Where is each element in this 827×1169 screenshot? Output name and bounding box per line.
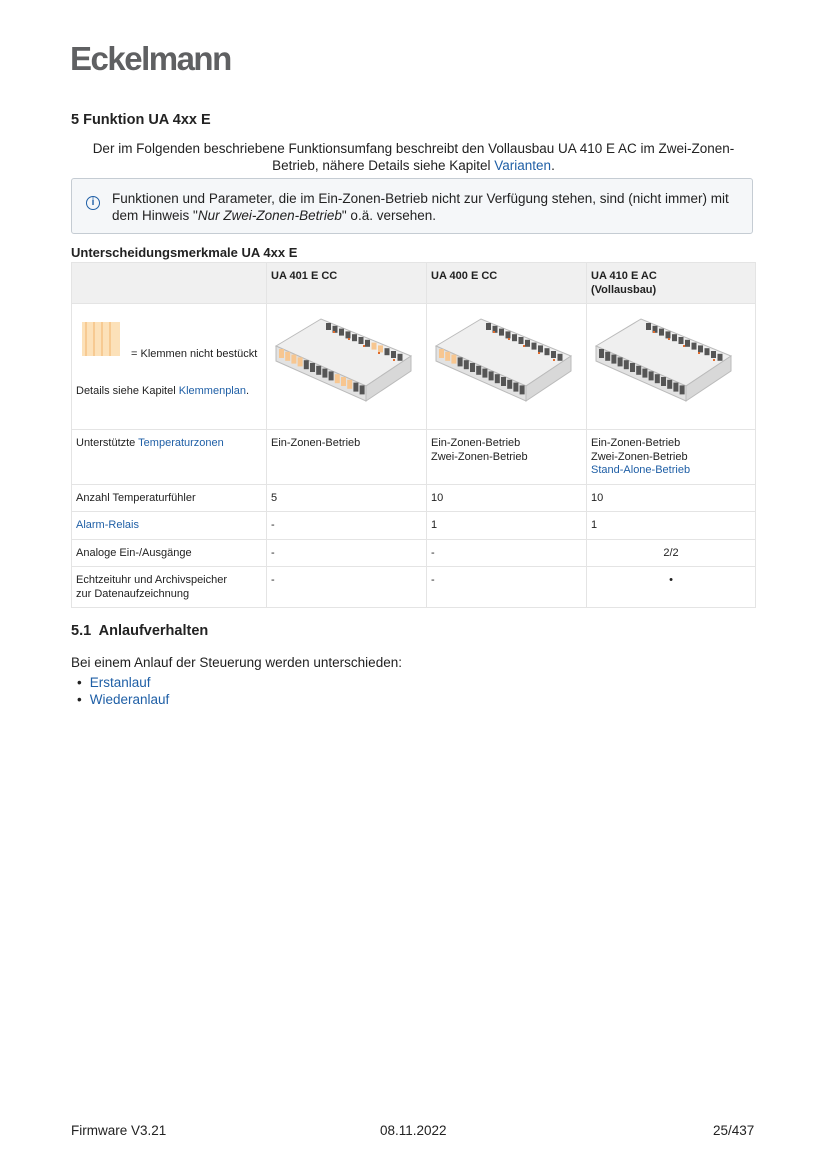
section-text: Bei einem Anlauf der Steuerung werden unterschieden: <box>71 655 402 670</box>
cell: 5 <box>267 484 427 512</box>
table-row <box>72 512 756 540</box>
cell: • <box>587 567 756 608</box>
info-text-1: Funktionen und Parameter, die im Ein-Zonen-Betrieb nicht zur Verfügung stehen, sind (nicht immer) mit dem Hinweis " <box>112 191 729 223</box>
info-italic: Nur Zwei-Zonen-Betrieb <box>197 208 342 223</box>
info-text-2: " o.ä. versehen. <box>341 208 436 223</box>
table-title: Unterscheidungsmerkmale UA 4xx E <box>71 245 298 260</box>
table-row-images <box>72 304 756 430</box>
table-row <box>72 539 756 567</box>
header-ua400: UA 400 E CC <box>427 263 587 304</box>
header-ua401: UA 401 E CC <box>267 263 427 304</box>
cell: 1 <box>427 512 587 540</box>
list-item <box>71 691 169 708</box>
intro-end: . <box>551 158 555 173</box>
cell: - <box>427 567 587 608</box>
list-item <box>71 674 169 691</box>
intro-text: Der im Folgenden beschriebene Funktionsumfang beschreibt den Vollausbau UA 410 E AC im Zwei-Zonen-Betrieb, nähere Details siehe Kapitel <box>92 141 735 173</box>
table-row <box>72 430 756 485</box>
row-label <box>72 430 267 485</box>
section-heading: 5.1 Anlaufverhalten <box>71 623 209 639</box>
label-line: Echtzeituhr und Archivspeicher <box>76 574 228 586</box>
details-prefix: Details siehe Kapitel <box>76 385 179 397</box>
cell: 10 <box>427 484 587 512</box>
header-empty <box>72 263 267 304</box>
cell <box>427 430 587 485</box>
temperaturzonen-link[interactable]: Temperaturzonen <box>138 437 224 449</box>
table-row <box>72 567 756 608</box>
ua410-device-image <box>591 311 736 416</box>
eckelmann-logo: Eckelmann <box>70 40 231 77</box>
footer-page-number: 25/437 <box>713 1123 755 1138</box>
cell: 10 <box>587 484 756 512</box>
alarm-relais-link[interactable]: Alarm-Relais <box>76 519 139 531</box>
cell-line: Zwei-Zonen-Betrieb <box>431 450 528 463</box>
legend-cell <box>72 304 267 430</box>
features-table <box>71 262 756 608</box>
cell: 2/2 <box>587 539 756 567</box>
table-row <box>72 484 756 512</box>
info-icon: i <box>86 196 100 210</box>
ua400-image-cell <box>427 304 587 430</box>
legend-text: = Klemmen nicht bestückt <box>131 348 258 360</box>
cell: - <box>267 512 427 540</box>
row-label: Anzahl Temperaturfühler <box>72 484 267 512</box>
ua401-image-cell <box>267 304 427 430</box>
page-heading: 5 Funktion UA 4xx E <box>71 112 211 128</box>
terminal-unpopulated-image <box>78 316 124 360</box>
cell <box>587 430 756 485</box>
info-box <box>71 178 753 234</box>
cell-line: Ein-Zonen-Betrieb <box>591 437 681 449</box>
startup-list <box>71 674 169 708</box>
header-ua410-sub: (Vollausbau) <box>591 283 657 296</box>
cell-line: Zwei-Zonen-Betrieb <box>591 450 688 463</box>
row-label: Analoge Ein-/Ausgänge <box>72 539 267 567</box>
info-text <box>112 190 752 224</box>
erstanlauf-link[interactable]: Erstanlauf <box>89 675 151 690</box>
cell: Ein-Zonen-Betrieb <box>267 430 427 485</box>
header-ua410-name: UA 410 E AC <box>591 270 657 282</box>
cell: - <box>427 539 587 567</box>
cell-line: Ein-Zonen-Betrieb <box>431 437 521 449</box>
table-header-row <box>72 263 756 304</box>
wiederanlauf-link[interactable]: Wiederanlauf <box>89 692 170 707</box>
label-line: zur Datenaufzeichnung <box>76 587 190 600</box>
stand-alone-link[interactable]: Stand-Alone-Betrieb <box>591 464 691 476</box>
details-text: Details siehe Kapitel Klemmenplan. <box>76 385 250 397</box>
intro-paragraph <box>71 140 756 174</box>
varianten-link[interactable]: Varianten <box>494 158 552 173</box>
cell: 1 <box>587 512 756 540</box>
row-label <box>72 512 267 540</box>
footer-date: 08.11.2022 <box>380 1123 447 1138</box>
klemmenplan-link[interactable]: Klemmenplan <box>178 385 246 397</box>
footer-firmware: Firmware V3.21 <box>71 1123 167 1138</box>
ua400-device-image <box>431 311 576 416</box>
ua410-image-cell <box>587 304 756 430</box>
label-text: Unterstützte <box>76 437 139 449</box>
cell: - <box>267 539 427 567</box>
header-ua410 <box>587 263 756 304</box>
ua401-device-image <box>271 311 416 416</box>
row-label <box>72 567 267 608</box>
cell: - <box>267 567 427 608</box>
